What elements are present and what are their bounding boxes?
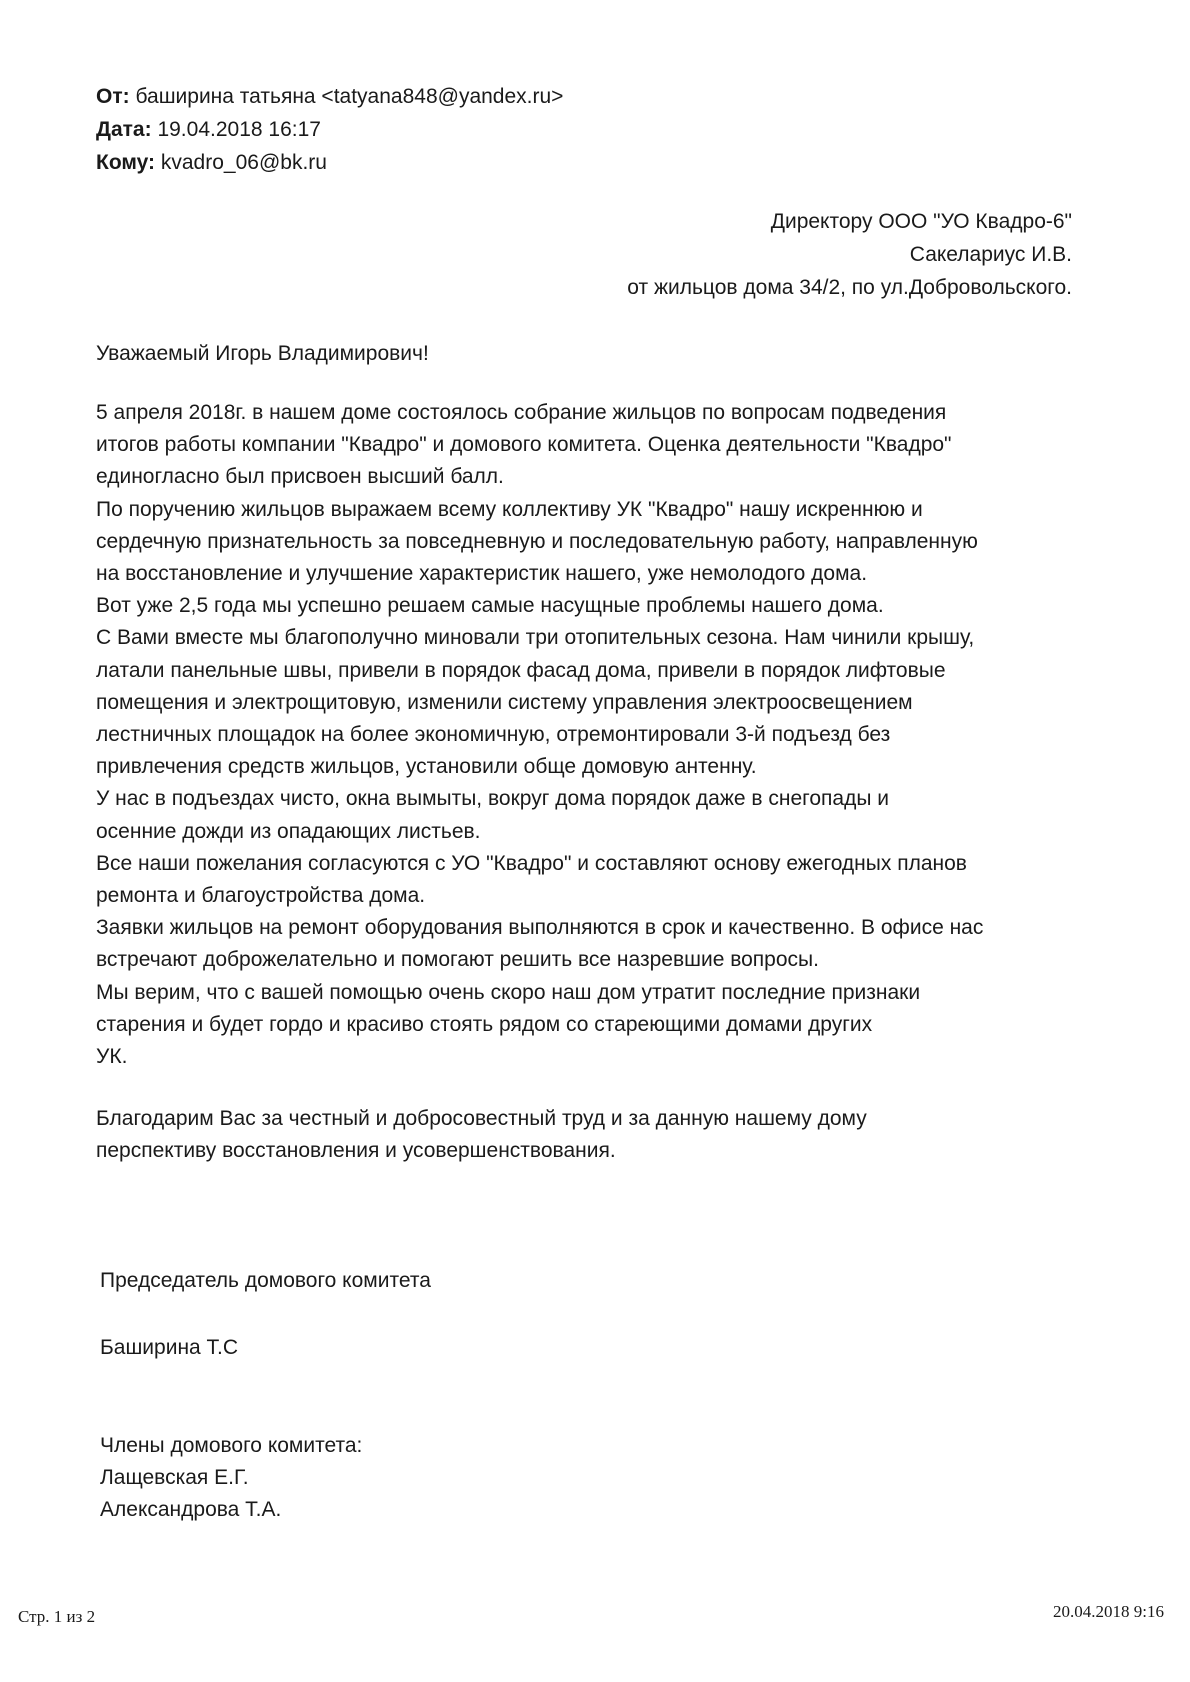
body-line: старения и будет гордо и красиво стоять рядом со стареющими домами других — [96, 1012, 873, 1036]
body-line: единогласно был присвоен высший балл. — [96, 465, 504, 489]
body-line: латали панельные швы, привели в порядок фасад дома, привели в порядок лифтовые — [96, 658, 946, 682]
member-name: Лащевская Е.Г. — [100, 1466, 249, 1489]
addressee-line: Директору ООО "УО Квадро-6" — [770, 210, 1072, 233]
body-line: 5 апреля 2018г. в нашем доме состоялось собрание жильцов по вопросам подведения — [96, 401, 947, 424]
addressee-block — [627, 205, 1072, 304]
body-line: Вот уже 2,5 года мы успешно решаем самые насущные проблемы нашего дома. — [96, 594, 884, 618]
closing-line: перспективу восстановления и усовершенствования. — [96, 1139, 616, 1162]
addressee-line: от жильцов дома 34/2, по ул.Добровольского. — [627, 276, 1072, 299]
body-line: лестничных площадок на более экономичную, отремонтировали 3-й подъезд без — [96, 723, 891, 747]
closing-line: Благодарим Вас за честный и добросовестный труд и за данную нашему дому — [96, 1107, 867, 1130]
from-label: От: — [96, 85, 130, 108]
body-line: По поручению жильцов выражаем всему коллективу УК "Квадро" нашу искреннюю и — [96, 497, 923, 521]
committee-members — [100, 1430, 362, 1526]
body-line: С Вами вместе мы благополучно миновали три отопительных сезона. Нам чинили крышу, — [96, 626, 975, 650]
body-line: осенние дожди из опадающих листьев. — [96, 819, 481, 843]
print-timestamp: 20.04.2018 9:16 — [1053, 1602, 1164, 1621]
date-line — [96, 113, 563, 146]
body-line: УК. — [96, 1045, 128, 1069]
body-line: ремонта и благоустройства дома. — [96, 884, 426, 908]
body-line: сердечную признательность за повседневную и последовательную работу, направленную — [96, 529, 978, 553]
salutation: Уважаемый Игорь Владимирович! — [96, 342, 429, 365]
to-line — [96, 146, 563, 179]
chairman-name: Баширина Т.С — [100, 1336, 239, 1359]
members-heading: Члены домового комитета: — [100, 1434, 363, 1457]
closing-paragraph — [96, 1103, 867, 1167]
email-header — [96, 80, 563, 179]
to-value: kvadro_06@bk.ru — [160, 151, 327, 174]
body-line: итогов работы компании "Квадро" и домового комитета. Оценка деятельности "Квадро" — [96, 433, 952, 457]
body-line: Заявки жильцов на ремонт оборудования выполняются в срок и качественно. В офисе нас — [96, 916, 984, 940]
to-label: Кому: — [96, 151, 156, 174]
letter-body — [96, 397, 1096, 1073]
body-line: помещения и электрощитовую, изменили систему управления электроосвещением — [96, 690, 913, 714]
page-number: Стр. 1 из 2 — [18, 1607, 96, 1626]
date-value: 19.04.2018 16:17 — [157, 118, 321, 141]
chairman-title: Председатель домового комитета — [100, 1269, 431, 1292]
body-line: Все наши пожелания согласуются с УО "Квадро" и составляют основу ежегодных планов — [96, 851, 967, 875]
from-value: баширина татьяна <tatyana848@yandex.ru> — [135, 85, 564, 108]
body-line: Мы верим, что с вашей помощью очень скоро наш дом утратит последние признаки — [96, 980, 921, 1004]
member-name: Александрова Т.А. — [100, 1498, 282, 1521]
body-line: привлечения средств жильцов, установили обще домовую антенну. — [96, 755, 757, 779]
from-line — [96, 80, 563, 113]
body-line: встречают доброжелательно и помогают решить все назревшие вопросы. — [96, 948, 819, 972]
addressee-line: Сакелариус И.В. — [909, 243, 1072, 266]
body-line: на восстановление и улучшение характеристик нашего, уже немолодого дома. — [96, 562, 868, 586]
date-label: Дата: — [96, 118, 152, 141]
body-line: У нас в подъездах чисто, окна вымыты, вокруг дома порядок даже в снегопады и — [96, 787, 890, 811]
